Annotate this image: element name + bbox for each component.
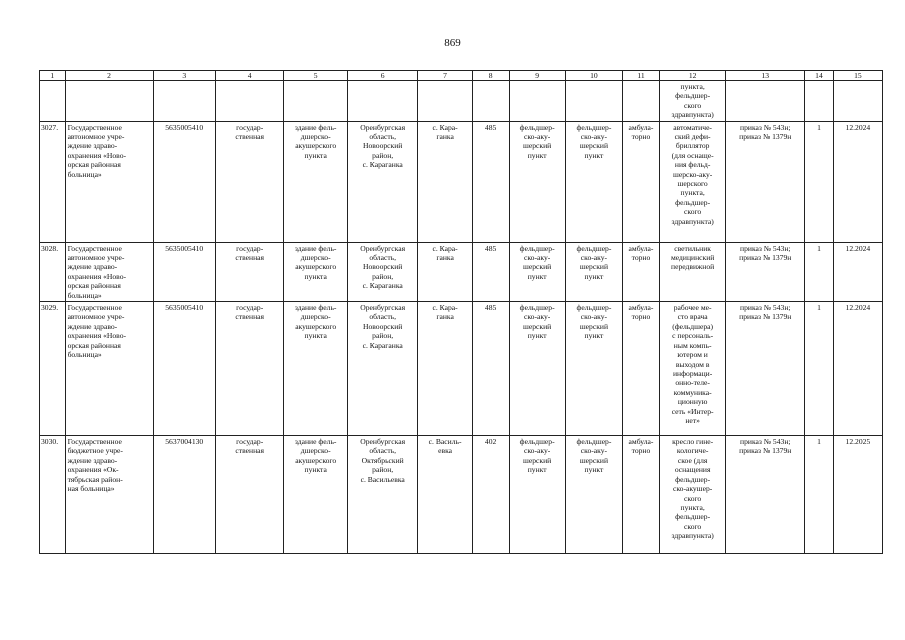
organization-cell: Государственное автономное учре- ждение здраво- охранения «Ново- орская районная больница» xyxy=(65,242,153,301)
date-cell: 12.2024 xyxy=(833,302,882,436)
table-row xyxy=(40,436,883,554)
quantity-cell: 1 xyxy=(805,242,834,301)
building-cell: здание фель- дшерско- акушерского пункта xyxy=(284,302,347,436)
equipment-cell: пункта, фельдшер- ского здравпункта) xyxy=(659,81,725,122)
column-header: 9 xyxy=(509,71,565,81)
unit-type-cell: фельдшер- ско-аку- шерский пункт xyxy=(509,436,565,554)
care-form-cell: амбула- торно xyxy=(623,302,660,436)
column-header: 6 xyxy=(347,71,418,81)
care-form-cell: амбула- торно xyxy=(623,436,660,554)
column-header: 7 xyxy=(418,71,472,81)
order-cell: приказ № 543н; приказ № 1379н xyxy=(726,436,805,554)
code-cell: 5635005410 xyxy=(153,121,215,242)
equipment-cell: светильник медицинский передвижной xyxy=(659,242,725,301)
row-number-cell: 3028. xyxy=(40,242,66,301)
row-number-cell: 3027. xyxy=(40,121,66,242)
ownership-cell: государ- ственная xyxy=(215,242,284,301)
column-header: 1 xyxy=(40,71,66,81)
ownership-cell: государ- ственная xyxy=(215,121,284,242)
date-cell: 12.2024 xyxy=(833,242,882,301)
unit-name-cell: фельдшер- ско-аку- шерский пункт xyxy=(565,242,622,301)
organization-cell: Государственное автономное учре- ждение здраво- охранения «Ново- орская районная больница» xyxy=(65,121,153,242)
quantity-cell: 1 xyxy=(805,121,834,242)
care-form-cell: амбула- торно xyxy=(623,121,660,242)
table-row xyxy=(40,302,883,436)
date-cell: 12.2024 xyxy=(833,121,882,242)
order-cell: приказ № 543н; приказ № 1379н xyxy=(726,302,805,436)
continuation-row xyxy=(40,81,883,122)
population-cell: 485 xyxy=(472,121,509,242)
population-cell: 485 xyxy=(472,302,509,436)
header-row xyxy=(40,71,883,81)
locality-cell: с. Кара- ганка xyxy=(418,302,472,436)
column-header: 13 xyxy=(726,71,805,81)
column-header: 4 xyxy=(215,71,284,81)
unit-name-cell: фельдшер- ско-аку- шерский пункт xyxy=(565,302,622,436)
register-table xyxy=(39,70,883,554)
address-cell: Оренбургская область, Новоорский район, с. Караганка xyxy=(347,121,418,242)
column-header: 2 xyxy=(65,71,153,81)
row-number-cell: 3029. xyxy=(40,302,66,436)
care-form-cell: амбула- торно xyxy=(623,242,660,301)
address-cell: Оренбургская область, Новоорский район, с. Караганка xyxy=(347,242,418,301)
unit-type-cell: фельдшер- ско-аку- шерский пункт xyxy=(509,302,565,436)
locality-cell: с. Кара- ганка xyxy=(418,242,472,301)
column-header: 15 xyxy=(833,71,882,81)
unit-name-cell: фельдшер- ско-аку- шерский пункт xyxy=(565,121,622,242)
equipment-cell: кресло гине- кологиче- ское (для оснащения фельдшер- ско-акушер- ского пункта, фельдшер- ского здравпункта) xyxy=(659,436,725,554)
code-cell: 5637004130 xyxy=(153,436,215,554)
code-cell: 5635005410 xyxy=(153,242,215,301)
ownership-cell: государ- ственная xyxy=(215,436,284,554)
population-cell: 485 xyxy=(472,242,509,301)
column-header: 14 xyxy=(805,71,834,81)
column-header: 3 xyxy=(153,71,215,81)
row-number-cell: 3030. xyxy=(40,436,66,554)
unit-type-cell: фельдшер- ско-аку- шерский пункт xyxy=(509,121,565,242)
code-cell: 5635005410 xyxy=(153,302,215,436)
column-header: 8 xyxy=(472,71,509,81)
locality-cell: с. Кара- ганка xyxy=(418,121,472,242)
building-cell: здание фель- дшерско- акушерского пункта xyxy=(284,436,347,554)
population-cell: 402 xyxy=(472,436,509,554)
unit-name-cell: фельдшер- ско-аку- шерский пункт xyxy=(565,436,622,554)
equipment-cell: рабочее ме- сто врача (фельдшера) с персональ- ным компь- ютером и выходом в информаци- онно-теле- коммуника- ционную сеть «Интер- нет» xyxy=(659,302,725,436)
table-row xyxy=(40,242,883,301)
column-header: 5 xyxy=(284,71,347,81)
column-header: 10 xyxy=(565,71,622,81)
organization-cell: Государственное автономное учре- ждение здраво- охранения «Ново- орская районная больница» xyxy=(65,302,153,436)
locality-cell: с. Василь- евка xyxy=(418,436,472,554)
unit-type-cell: фельдшер- ско-аку- шерский пункт xyxy=(509,242,565,301)
quantity-cell: 1 xyxy=(805,302,834,436)
page-number: 869 xyxy=(444,37,461,49)
table-row xyxy=(40,121,883,242)
organization-cell: Государственное бюджетное учре- ждение здраво- охранения «Ок- тябрьская район- ная больница» xyxy=(65,436,153,554)
building-cell: здание фель- дшерско- акушерского пункта xyxy=(284,121,347,242)
address-cell: Оренбургская область, Новоорский район, с. Караганка xyxy=(347,302,418,436)
building-cell: здание фель- дшерско- акушерского пункта xyxy=(284,242,347,301)
ownership-cell: государ- ственная xyxy=(215,302,284,436)
equipment-cell: автоматиче- ский дефи- бриллятор (для оснаще- ния фельд- шерско-аку- шерского пункта, фельдшер- ского здравпункта) xyxy=(659,121,725,242)
order-cell: приказ № 543н; приказ № 1379н xyxy=(726,242,805,301)
order-cell: приказ № 543н; приказ № 1379н xyxy=(726,121,805,242)
date-cell: 12.2025 xyxy=(833,436,882,554)
column-header: 12 xyxy=(659,71,725,81)
quantity-cell: 1 xyxy=(805,436,834,554)
address-cell: Оренбургская область, Октябрьский район, с. Васильевка xyxy=(347,436,418,554)
column-header: 11 xyxy=(623,71,660,81)
